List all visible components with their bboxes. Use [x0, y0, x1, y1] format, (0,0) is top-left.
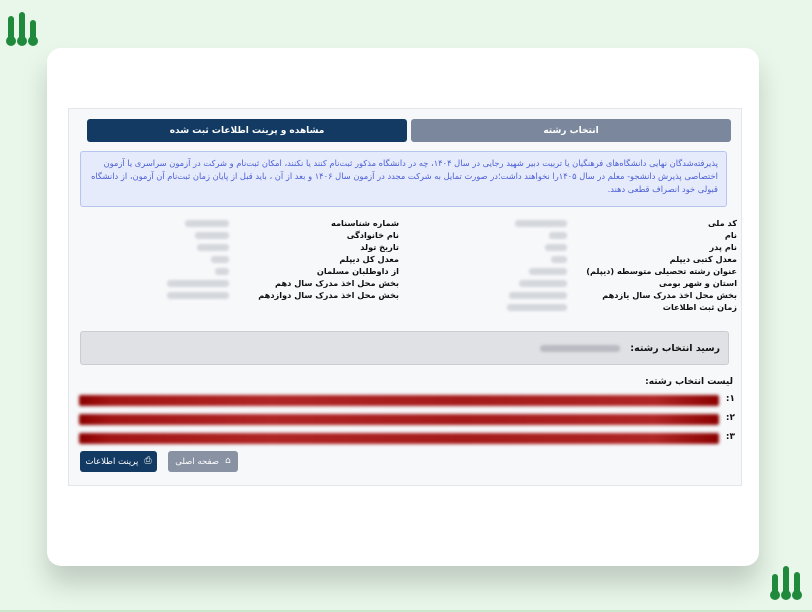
redacted-value [551, 256, 567, 263]
info-label: کد ملی [707, 218, 737, 228]
redacted-value [515, 220, 567, 227]
main-card [47, 48, 759, 566]
info-label: معدل کتبی دیپلم [669, 254, 737, 264]
info-row [407, 289, 737, 301]
list-item [79, 412, 735, 426]
info-row [407, 301, 737, 313]
choice-number: ۳: [725, 432, 735, 442]
info-label: نام [724, 230, 737, 240]
redacted-value [195, 232, 229, 239]
redacted-value [519, 280, 567, 287]
info-label: تاریخ تولد [360, 242, 399, 252]
receipt-label: رسید انتخاب رشته: [630, 342, 720, 354]
info-row [407, 277, 737, 289]
tab-bar [87, 119, 731, 142]
info-row [69, 241, 399, 253]
redacted-value [211, 256, 229, 263]
tab-view-print[interactable]: مشاهده و پرینت اطلاعات ثبت شده [87, 119, 407, 142]
redacted-value [529, 268, 567, 275]
info-label: استان و شهر بومی [658, 278, 737, 288]
redacted-value [509, 292, 567, 299]
redacted-value [167, 292, 229, 299]
info-label: بخش محل اخذ مدرک سال دهم [275, 278, 399, 288]
redacted-value [507, 304, 567, 311]
receipt-box [80, 331, 729, 365]
info-row [69, 217, 399, 229]
redacted-choice [79, 395, 719, 406]
info-row [407, 229, 737, 241]
print-button-label: پرینت اطلاعات [85, 456, 139, 467]
info-label: نام پدر [709, 242, 737, 252]
info-row [69, 277, 399, 289]
redacted-value [215, 268, 229, 275]
info-row [407, 217, 737, 229]
redacted-value [545, 244, 567, 251]
redacted-receipt-number [540, 345, 620, 352]
info-label: بخش محل اخذ مدرک سال دوازدهم [258, 290, 399, 300]
info-column-right [407, 217, 737, 313]
list-item [79, 431, 735, 445]
list-item [79, 393, 735, 407]
info-label: بخش محل اخذ مدرک سال یازدهم [602, 290, 737, 300]
info-row [407, 241, 737, 253]
home-icon: ⌂ [225, 456, 231, 466]
brand-logo-icon [8, 12, 36, 40]
printer-icon: ⎙ [144, 456, 152, 466]
choice-number: ۲: [725, 413, 735, 423]
applicant-info [69, 217, 741, 327]
info-row [69, 229, 399, 241]
info-label: نام خانوادگی [346, 230, 399, 240]
info-label: زمان ثبت اطلاعات [662, 302, 737, 312]
redacted-value [185, 220, 229, 227]
info-label: معدل کل دیپلم [339, 254, 399, 264]
info-label: از داوطلبان مسلمان [316, 266, 399, 276]
redacted-value [167, 280, 229, 287]
info-column-left [69, 217, 399, 301]
info-row [69, 289, 399, 301]
info-row [69, 265, 399, 277]
info-label: شماره شناسنامه [331, 218, 399, 228]
choice-number: ۱: [725, 394, 735, 404]
home-button-label: صفحه اصلی [175, 456, 220, 467]
notice-box: پذیرفته‌شدگان نهایی دانشگاه‌های فرهنگیان یا تربیت دبیر شهید رجایی در سال ۱۴۰۴، چه در دانشگاه مذکور ثبت‌نام کنند یا نکنند، امکان ثبت‌نام و شرکت در آزمون سراسری یا آزمون اختصاصی پذیرش دانشجو- معلم در سال ۱۴۰۵را نخواهند داشت؛در صورت تمایل به شرکت مجدد در آزمون سال ۱۴۰۶ و بعد از آن ، باید قبل از پایان زمان ثبت‌نام آن آزمون، از دانشگاه قبولی خود انصراف قطعی دهند. [80, 151, 727, 207]
info-row [407, 265, 737, 277]
info-label: عنوان رشته تحصیلی متوسطه (دیپلم) [586, 266, 737, 276]
print-button[interactable] [80, 451, 157, 472]
choice-list-title: لیست انتخاب رشته: [645, 377, 733, 387]
tab-select-field[interactable]: انتخاب رشته [411, 119, 731, 142]
home-button[interactable] [168, 451, 238, 472]
redacted-choice [79, 433, 719, 444]
info-row [69, 253, 399, 265]
info-row [407, 253, 737, 265]
redacted-value [549, 232, 567, 239]
redacted-value [197, 244, 229, 251]
registration-panel [68, 108, 742, 486]
brand-logo-icon [772, 566, 800, 594]
redacted-choice [79, 414, 719, 425]
